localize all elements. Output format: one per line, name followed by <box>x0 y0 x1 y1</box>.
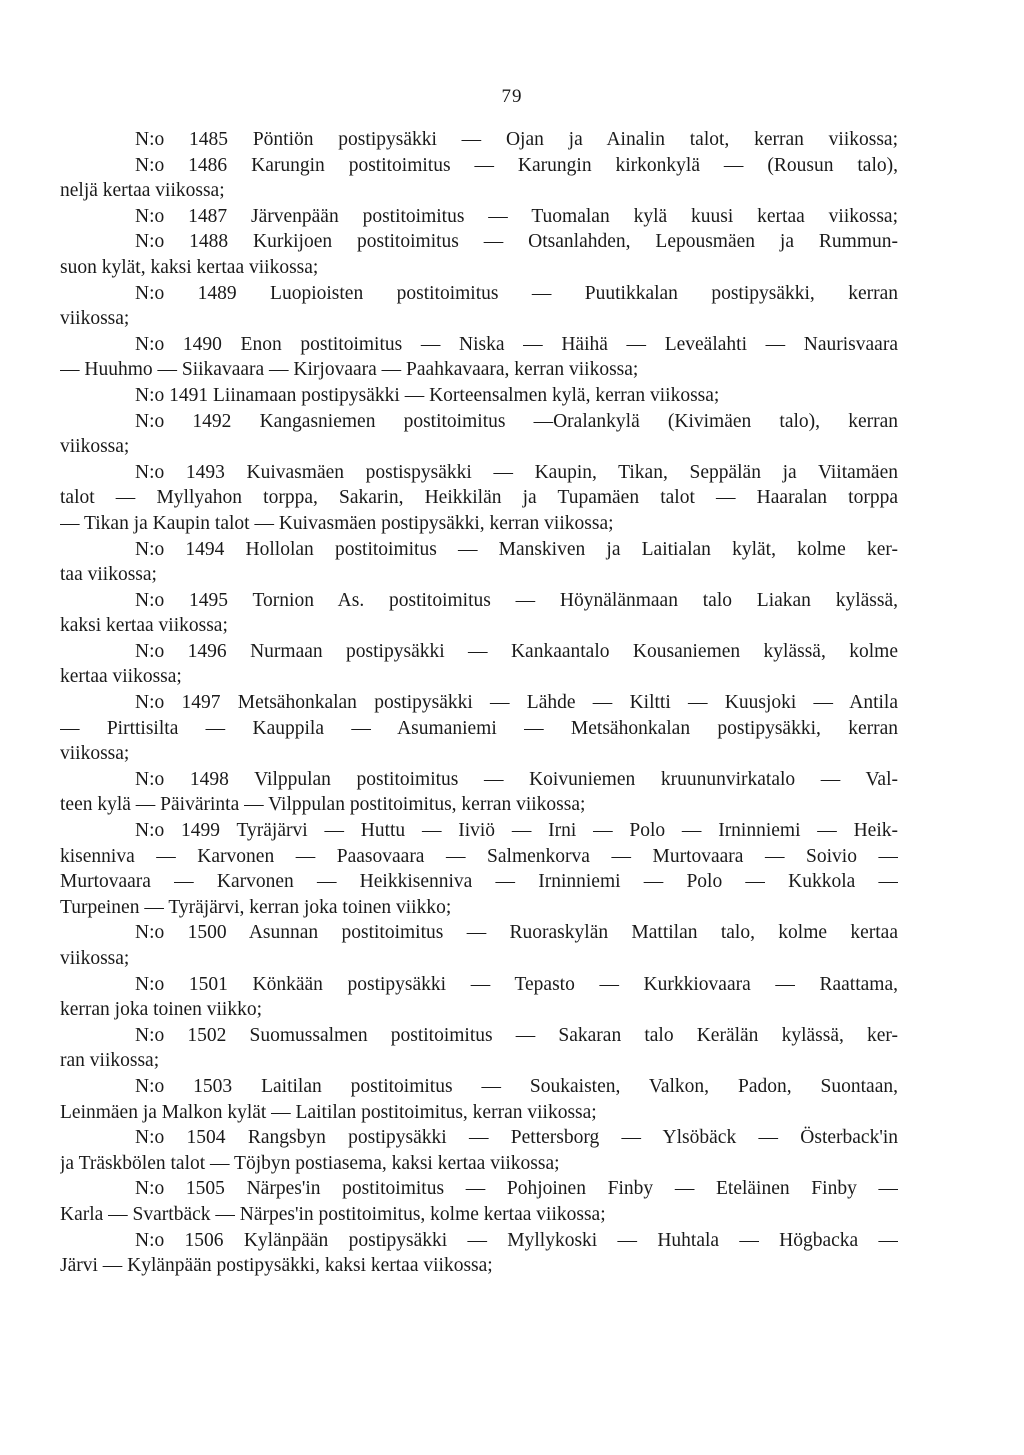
text-line: N:o 1489 Luopioisten postitoimitus — Puutikkalan postipysäkki, kerran <box>135 282 898 304</box>
text-line: N:o 1492 Kangasniemen postitoimitus —Oralankylä (Kivimäen talo), kerran <box>135 410 898 432</box>
text-line: N:o 1500 Asunnan postitoimitus — Ruoraskylän Mattilan talo, kolme kertaa <box>135 922 898 944</box>
text-line: N:o 1503 Laitilan postitoimitus — Soukaisten, Valkon, Padon, Suontaan, <box>135 1075 898 1097</box>
text-line: N:o 1490 Enon postitoimitus — Niska — Häihä — Leveälahti — Naurisvaara <box>135 333 898 355</box>
text-line: suon kylät, kaksi kertaa viikossa; <box>60 256 319 278</box>
text-line: N:o 1485 Pöntiön postipysäkki — Ojan ja Ainalin talot, kerran viikossa; <box>135 129 898 150</box>
text-line: Murtovaara — Karvonen — Heikkisenniva — Irninniemi — Polo — Kukkola — <box>60 871 898 893</box>
page-number: 79 <box>501 86 523 107</box>
text-line: kertaa viikossa; <box>60 666 182 688</box>
text-line: N:o 1504 Rangsbyn postipysäkki — Pettersborg — Ylsöbäck — Österback'in <box>135 1127 898 1149</box>
text-line: N:o 1506 Kylänpään postipysäkki — Myllykoski — Huhtala — Högbacka — <box>135 1229 898 1251</box>
text-line: taa viikossa; <box>60 564 157 586</box>
text-line: teen kylä — Päivärinta — Vilppulan postitoimitus, kerran viikossa; <box>60 794 586 816</box>
text-line: N:o 1496 Nurmaan postipysäkki — Kankaantalo Kousaniemen kylässä, kolme <box>135 640 898 662</box>
text-line: N:o 1498 Vilppulan postitoimitus — Koivuniemen kruununvirkatalo — Val- <box>135 768 898 790</box>
text-line: N:o 1502 Suomussalmen postitoimitus — Sakaran talo Kerälän kylässä, ker- <box>135 1024 898 1046</box>
text-line: N:o 1497 Metsähonkalan postipysäkki — Lähde — Kiltti — Kuusjoki — Antila <box>135 692 898 714</box>
text-line: — Tikan ja Kaupin talot — Kuivasmäen postipysäkki, kerran viikossa; <box>60 512 614 534</box>
text-line: N:o 1499 Tyräjärvi — Huttu — Iiviö — Irni — Polo — Irninniemi — Heik- <box>135 820 898 842</box>
text-line: Leinmäen ja Malkon kylät — Laitilan postitoimitus, kerran viikossa; <box>60 1101 597 1123</box>
text-line: N:o 1501 Könkään postipysäkki — Tepasto — Kurkkiovaara — Raattama, <box>135 973 898 995</box>
text-line: Karla — Svartbäck — Närpes'in postitoimitus, kolme kertaa viikossa; <box>60 1203 606 1225</box>
text-line: Turpeinen — Tyräjärvi, kerran joka toinen viikko; <box>60 896 452 918</box>
text-line: — Huuhmo — Siikavaara — Kirjovaara — Paahkavaara, kerran viikossa; <box>60 359 639 381</box>
text-line: kerran joka toinen viikko; <box>60 999 262 1021</box>
text-line: viikossa; <box>60 308 130 330</box>
text-line: talot — Myllyahon torppa, Sakarin, Heikkilän ja Tupamäen talot — Haaralan torppa <box>60 487 898 509</box>
text-line: N:o 1488 Kurkijoen postitoimitus — Otsanlahden, Lepousmäen ja Rummun- <box>135 231 898 253</box>
text-line: N:o 1493 Kuivasmäen postispysäkki — Kaupin, Tikan, Seppälän ja Viitamäen <box>135 461 898 483</box>
text-line: viikossa; <box>60 743 130 765</box>
text-column <box>60 127 898 1279</box>
text-line: N:o 1486 Karungin postitoimitus — Karungin kirkonkylä — (Rousun talo), <box>135 154 898 176</box>
text-line: viikossa; <box>60 948 130 969</box>
text-line: N:o 1487 Järvenpään postitoimitus — Tuomalan kylä kuusi kertaa viikossa; <box>135 205 898 227</box>
text-line: kaksi kertaa viikossa; <box>60 615 228 637</box>
text-line: neljä kertaa viikossa; <box>60 180 225 202</box>
text-line: ja Träskbölen talot — Töjbyn postiasema, kaksi kertaa viikossa; <box>60 1152 560 1174</box>
text-line: kisenniva — Karvonen — Paasovaara — Salmenkorva — Murtovaara — Soivio — <box>60 845 898 867</box>
text-line: viikossa; <box>60 436 130 458</box>
text-line: N:o 1494 Hollolan postitoimitus — Manskiven ja Laitialan kylät, kolme ker- <box>135 538 898 560</box>
text-line: N:o 1491 Liinamaan postipysäkki — Korteensalmen kylä, kerran viikossa; <box>135 384 720 406</box>
text-line: N:o 1505 Närpes'in postitoimitus — Pohjoinen Finby — Eteläinen Finby — <box>135 1178 898 1200</box>
text-line: — Pirttisilta — Kauppila — Asumaniemi — Metsähonkalan postipysäkki, kerran <box>60 717 898 739</box>
text-line: ran viikossa; <box>60 1050 160 1072</box>
text-line: N:o 1495 Tornion As. postitoimitus — Höynälänmaan talo Liakan kylässä, <box>135 589 898 611</box>
text-line: Järvi — Kylänpään postipysäkki, kaksi kertaa viikossa; <box>60 1255 493 1277</box>
